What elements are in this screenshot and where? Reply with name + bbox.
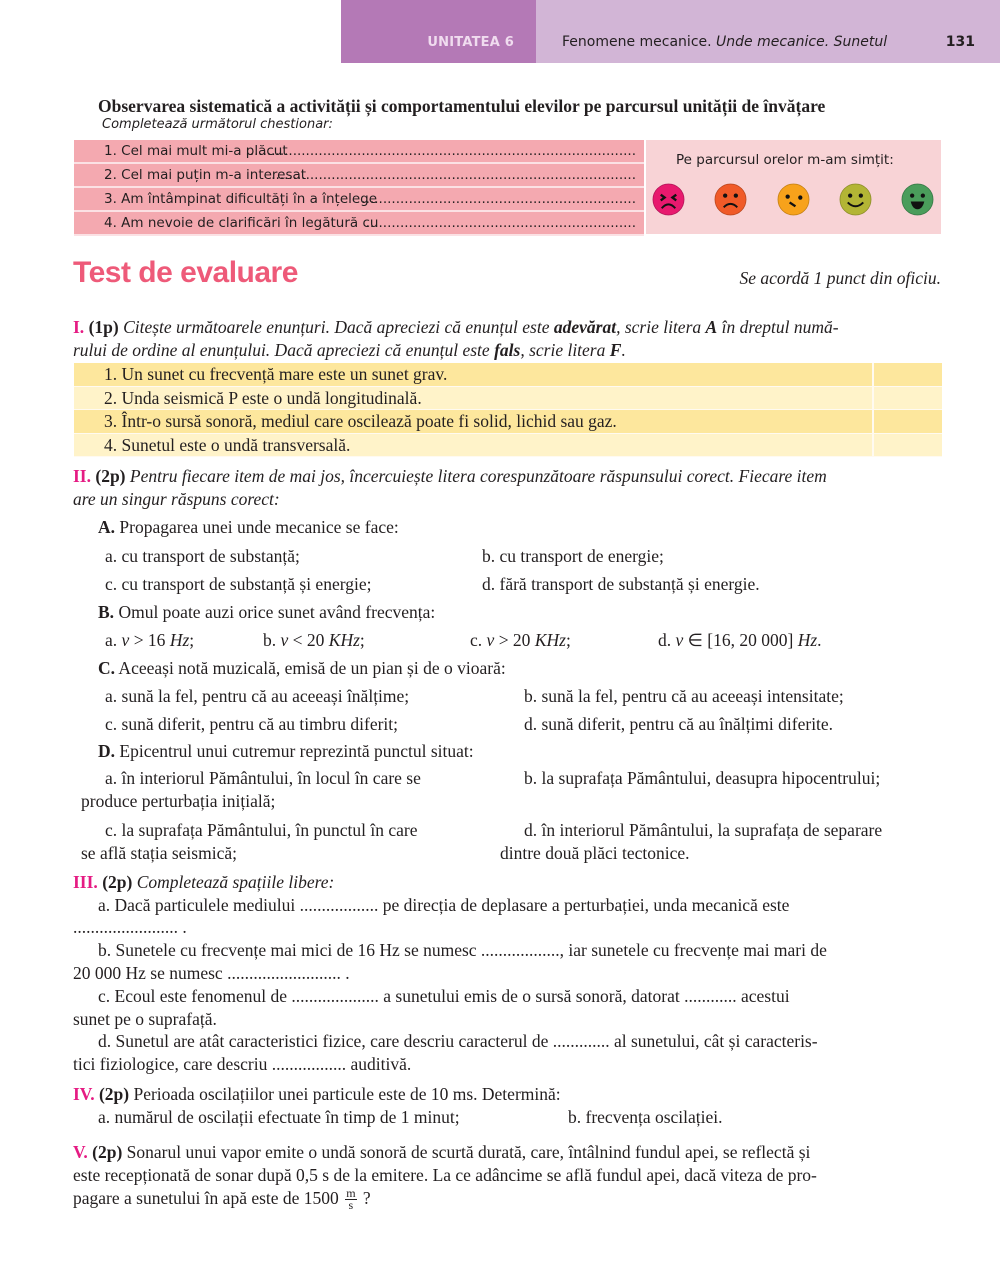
section-4-text [73,1083,943,1106]
instruction-emphasis: adevărat [553,317,617,337]
option-text: a. în interiorul Pământului, în locul în care se [105,768,421,788]
table-row [74,387,942,411]
statement-text: 2. Unda seismică P este o undă longitudinală. [74,387,872,410]
option-b[interactable]: b. sună la fel, pentru că au aceeași intensitate; [524,686,844,706]
option-prefix: c. [470,630,487,650]
option-end: ; [565,630,571,650]
statement-text: 4. Sunetul este o undă transversală. [74,434,872,457]
section-number: I. [73,317,85,337]
option-value: ∈ [16, 20 000] [683,630,798,650]
section-number: V. [73,1142,88,1162]
item-stem: Epicentrul unui cutremur reprezintă punctul situat: [115,741,474,761]
feelings-faces [650,183,940,217]
option-text: dintre două plăci tectonice. [500,843,690,863]
fill-in-blank[interactable]: ........................................................................................... [245,143,636,159]
section-5-text [73,1141,943,1211]
section-3-instructions [73,871,943,894]
fill-line[interactable]: tici fiziologice, care descriu ................. auditivă. [73,1054,412,1074]
option-b[interactable] [263,629,365,652]
option-prefix: d. [658,630,676,650]
item-letter: C. [98,658,116,678]
fill-line: sunet pe o suprafață. [73,1009,217,1029]
option-d[interactable]: d. fără transport de substanță și energie. [482,574,760,594]
option-a[interactable] [105,629,194,652]
table-row [74,363,942,387]
smiling-face-icon[interactable] [839,183,872,216]
item-stem: Propagarea unei unde mecanice se face: [115,517,399,537]
item-letter: A. [98,517,116,537]
speed-unit-fraction [345,1188,356,1211]
true-false-table [74,363,942,457]
chapter-title-band [536,0,1000,63]
table-row [74,410,942,434]
fill-line[interactable]: c. Ecoul este fenomenul de .................... a sunetului emis de o sursă sonoră, datorat ............ acestui [98,986,790,1006]
option-text: d. în interiorul Pământului, la suprafața de separare [524,820,883,840]
option-c[interactable]: c. cu transport de substanță și energie; [105,574,372,594]
item-stem: Omul poate auzi orice sunet având frecvența: [114,602,436,622]
instruction-text: . [621,340,626,360]
option-value: > 16 [129,630,170,650]
instruction-text: , scrie litera [520,340,610,360]
section-2-instructions [73,465,943,511]
option-prefix: b. [263,630,281,650]
fraction-numerator: m [346,1186,356,1201]
sad-face-icon[interactable] [714,183,747,216]
chapter-title [562,34,887,50]
statement-text: 3. Într-o sursă sonoră, mediul care oscilează poate fi solid, lichid sau gaz. [74,410,872,433]
section-points: (2p) [92,1142,123,1162]
option-c[interactable] [81,819,417,865]
instruction-text: are un singur răspuns corect: [73,489,280,509]
frequency-symbol: ν [121,630,130,650]
option-unit: Hz [797,630,818,650]
questionnaire-item[interactable] [74,212,644,236]
option-prefix: a. [105,630,122,650]
fraction-denominator: s [348,1198,354,1213]
item-c-stem [98,657,506,680]
section-points: (2p) [98,1084,130,1104]
section-points: (2p) [95,466,126,486]
option-c[interactable]: c. sună diferit, pentru că au timbru diferit; [105,714,399,734]
option-unit: KHz [328,630,360,650]
item-stem: Aceeași notă muzicală, emisă de un pian și de o vioară: [115,658,506,678]
section-points: (1p) [88,317,119,337]
instruction-text: Citește următoarele enunțuri. Dacă apreciezi că enunțul este [118,317,554,337]
section-number: IV. [73,1084,95,1104]
chapter-title-italic: Unde mecanice. Sunetul [716,34,888,50]
option-value: > 20 [494,630,535,650]
feelings-panel [646,140,941,234]
instruction-text: Pentru fiecare item de mai jos, încercuiește litera corespunzătoare răspunsului corect. Fiecare item [125,466,827,486]
section-number: II. [73,466,91,486]
test-title: Test de evaluare [73,256,298,289]
section-number: III. [73,872,98,892]
option-a[interactable] [81,767,421,813]
option-end: . [817,630,822,650]
questionnaire-item[interactable] [74,140,644,164]
option-end: ; [189,630,195,650]
option-a[interactable]: a. cu transport de substanță; [105,546,300,566]
subquestion-b: b. frecvența oscilației. [568,1107,723,1127]
observation-title: Observarea sistematică a activității și comportamentului elevilor pe parcursul unității de învățare [98,96,826,116]
item-a-stem [98,516,399,539]
fill-in-blank[interactable]: ................................................................ [361,191,636,207]
unit-label: UNITATEA 6 [427,35,514,50]
instruction-emphasis: F [609,340,622,360]
option-value: < 20 [288,630,329,650]
item-d-stem [98,740,474,763]
instruction-emphasis: A [705,317,718,337]
problem-text: este recepționată de sonar după 0,5 s de la emitere. La ce adâncime se află fundul apei, dacă viteza de pro- [73,1165,817,1185]
instruction-text: în dreptul numă- [717,317,839,337]
option-unit: Hz [169,630,190,650]
section-1-instructions [73,316,943,362]
answer-cell[interactable] [872,410,942,433]
instruction-emphasis: fals [494,340,521,360]
option-d[interactable] [500,819,882,865]
option-d[interactable] [658,629,822,652]
frequency-symbol: ν [675,630,684,650]
feelings-label: Pe parcursul orelor m-am simțit: [676,152,894,168]
instruction-text: Completează spațiile libere: [132,872,335,892]
option-text: se află stația seismică; [81,843,237,863]
item-b-stem [98,601,435,624]
fill-line[interactable]: d. Sunetul are atât caracteristici fizice, care descriu caracterul de ............. al sunetului, cât și caracteris- [98,1031,818,1051]
questionnaire-item[interactable] [74,188,644,212]
problem-text: pagare a sunetului în apă este de 1500 [73,1188,339,1208]
problem-text: ? [358,1188,371,1208]
table-row [74,434,942,458]
problem-text: Perioada oscilațiilor unei particule este de 10 ms. Determină: [129,1084,561,1104]
option-b[interactable]: b. la suprafața Pământului, deasupra hipocentrului; [524,768,881,788]
frequency-symbol: ν [280,630,289,650]
item-letter: D. [98,741,116,761]
fill-line[interactable]: b. Sunetele cu frecvențe mai mici de 16 Hz se numesc .................., iar sunetele cu frecvențe mai mari de [98,940,827,960]
option-d[interactable]: d. sună diferit, pentru că au înălțimi diferite. [524,714,834,734]
questionnaire-item[interactable] [74,164,644,188]
fill-line[interactable]: a. Dacă particulele mediului .................. pe direcția de deplasare a perturbației, unda mecanică este [98,895,790,915]
fill-line[interactable]: 20 000 Hz se numesc .......................... . [73,963,350,983]
item-letter: B. [98,602,115,622]
option-b[interactable]: b. cu transport de energie; [482,546,664,566]
questionnaire-list [74,140,644,236]
frequency-symbol: ν [486,630,495,650]
confused-face-icon[interactable] [777,183,810,216]
questionnaire-label: 1. Cel mai mult mi-a plăcut [104,143,288,159]
chapter-title-plain: Fenomene mecanice. [562,34,717,50]
problem-text: Sonarul unui vapor emite o undă sonoră de scurtă durată, care, întâlnind fundul apei, se reflectă și [122,1142,811,1162]
option-c[interactable] [470,629,571,652]
instruction-text: , scrie litera [616,317,706,337]
answer-cell[interactable] [872,387,942,410]
option-unit: KHz [534,630,566,650]
fill-in-blank[interactable]: ..................................................................................... [271,167,636,183]
questionnaire-label: 3. Am întâmpinat dificultăți în a înțelege [104,191,378,207]
fill-line[interactable]: ........................ . [73,917,187,937]
statement-text: 1. Un sunet cu frecvență mare este un sunet grav. [74,363,872,386]
test-note: Se acordă 1 punct din oficiu. [739,268,941,288]
answer-cell[interactable] [872,363,942,386]
subquestion-a: a. numărul de oscilații efectuate în timp de 1 minut; [98,1107,460,1127]
option-text: c. la suprafața Pământului, în punctul în care [105,820,418,840]
instruction-text: rului de ordine al enunțului. Dacă apreciezi că enunțul este [73,340,495,360]
option-text: produce perturbația inițială; [81,791,276,811]
happy-face-icon[interactable] [901,183,934,216]
section-points: (2p) [102,872,133,892]
questionnaire-label: 4. Am nevoie de clarificări în legătură cu [104,215,379,231]
fill-in-blank[interactable]: ............................................................... [365,215,636,231]
option-end: ; [359,630,365,650]
page-number: 131 [945,34,975,50]
unit-label-band [341,0,536,63]
answer-cell[interactable] [872,434,942,457]
observation-subtitle: Completează următorul chestionar: [102,117,333,132]
option-a[interactable]: a. sună la fel, pentru că au aceeași înălțime; [105,686,410,706]
questionnaire-label: 2. Cel mai puțin m-a interesat [104,167,307,183]
angry-face-icon[interactable] [652,183,685,216]
